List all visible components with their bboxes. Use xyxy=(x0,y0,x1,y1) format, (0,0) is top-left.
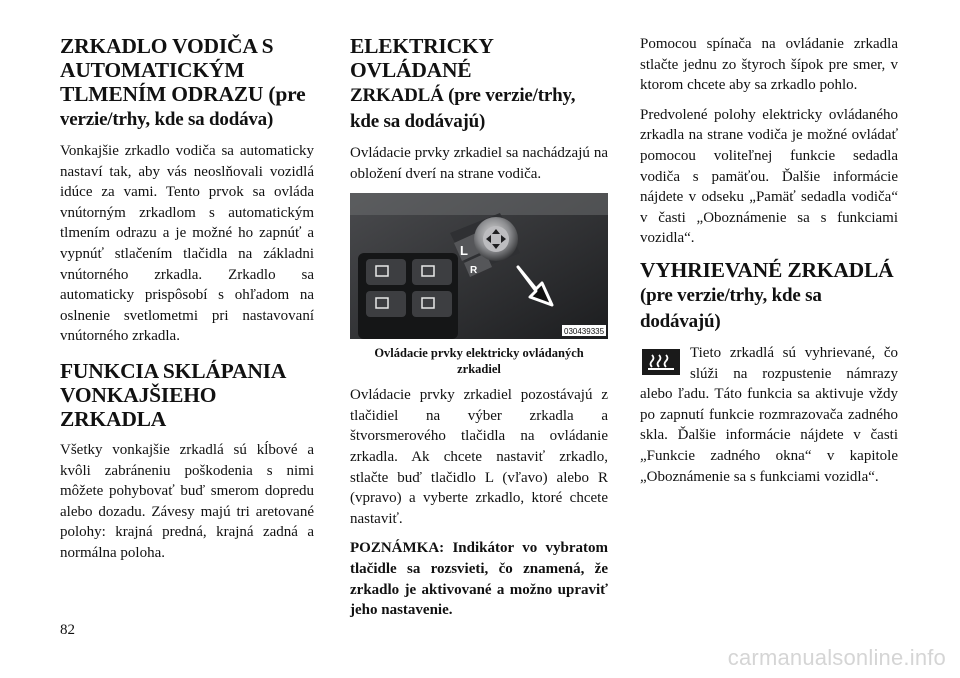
paragraph-controls-usage: Ovládacie prvky zrkadiel pozostávajú z tlačidiel na výber zrkadla a štvorsmerového tlačidla na ovládanie zrkadla. Ak chcete nastaviť zrkadlo, stlačte buď tlačidlo L (vľavo) alebo R (vpravo) a vyberte zrkadlo, ktoré chcete nastaviť. xyxy=(350,387,608,527)
right-column xyxy=(640,34,898,496)
watermark: carmanualsonline.info xyxy=(727,645,946,670)
heading-auto-dimming-mirror: ZRKADLO VODIČA S AUTOMATICKÝM TLMENÍM ODRAZU (pre verzie/trhy, kde sa dodáva) xyxy=(60,34,306,130)
window-switch xyxy=(412,259,452,285)
note-indicator: POZNÁMKA: Indikátor vo vybratom tlačidle sa rozsvieti, čo znamená, že zrkadlo je aktivované a možno upraviť jeho nastavenie. xyxy=(350,540,608,619)
paragraph-memory-seat: Predvolené polohy elektricky ovládaného zrkadla na strane vodiča je možné ovládať pomocou voliteľnej funkcie sedadla vodiča s pamäťou. Ďalšie informácie nájdete v odseku „Pamäť sedadla vodiča“ v časti „Oboznámenie sa s funkciami vozidla“. xyxy=(640,106,898,247)
paragraph-heated-mirrors: Tieto zrkadlá sú vyhrievané, čo slúži na rozpustenie námrazy alebo ľadu. Táto funkcia sa aktivuje vždy po zapnutí funkcie rozmrazovača zadného skla. Ďalšie informácie nájdete v časti „Funkcie zadného okna“ v kapitole „Oboznámenie sa s funkciami vozidla“. xyxy=(640,344,898,485)
heated-mirrors-block xyxy=(640,343,898,487)
window-switch xyxy=(412,291,452,317)
heading-heated-mirrors: VYHRIEVANÉ ZRKADLÁ (pre verzie/trhy, kde sa dodávajú) xyxy=(640,257,894,332)
page-number: 82 xyxy=(60,622,75,638)
rear-defrost-icon xyxy=(642,349,680,375)
button-label-l: L xyxy=(460,243,468,259)
window-switch xyxy=(366,259,406,285)
heading-folding-mirror: FUNKCIA SKLÁPANIA VONKAJŠIEHO ZRKADLA xyxy=(60,358,287,431)
door-panel-illustration xyxy=(350,193,608,339)
middle-column xyxy=(350,34,608,630)
window-switch xyxy=(366,291,406,317)
paragraph-arrow-direction: Pomocou spínača na ovládanie zrkadla stlačte jednu zo štyroch šípok pre smer, v ktorom chcete aby sa zrkadlo pohlo. xyxy=(640,36,898,94)
paragraph-auto-dimming: Vonkajšie zrkadlo vodiča sa automaticky nastaví tak, aby vás neoslňovali vozidlá idúce za vami. Tento prvok sa ovláda vnútorným zrkadlom s automatickým tlmením odrazu a je možné ho zapnúť a vypnúť stlačením tlačidla na základni vnútorného zrkadla. Zrkadlo sa automaticky prispôsobí s ohľadom na oslnenie svetlometmi pri nastavovaní vnútorného zrkadla. xyxy=(60,143,314,345)
paragraph-folding-mirror: Všetky vonkajšie zrkadlá sú kĺbové a kvôli zabráneniu poškodenia s nimi môžete pohybovať buď smerom dopredu alebo dozadu. Závesy majú tri aretované polohy: krajná predná, krajná zadná a normálna poloha. xyxy=(60,441,314,561)
figure-caption: Ovládacie prvky elektricky ovládaných zrkadiel xyxy=(374,346,584,377)
button-label-r: R xyxy=(470,265,478,277)
mirror-controls-photo xyxy=(350,193,608,339)
left-column xyxy=(60,34,314,576)
figure-code: 030439335 xyxy=(564,327,605,337)
paragraph-controls-location: Ovládacie prvky zrkadiel sa nachádzajú na obložení dverí na strane vodiča. xyxy=(350,145,608,182)
heading-power-mirrors: ELEKTRICKY OVLÁDANÉ ZRKADLÁ (pre verzie/trhy, kde sa dodávajú) xyxy=(350,34,576,132)
